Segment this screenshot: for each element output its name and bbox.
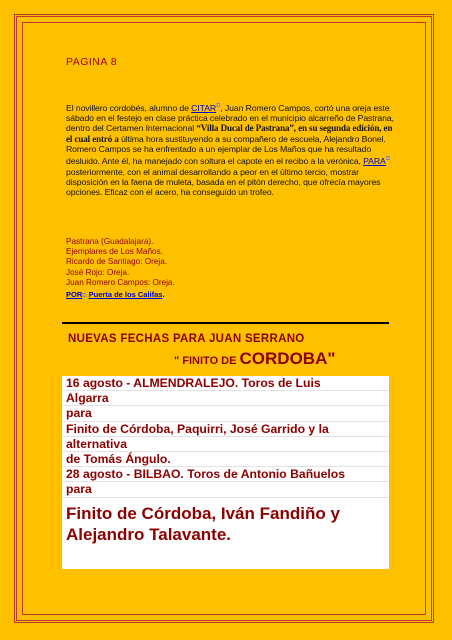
result-line: Ricardo de Santiago: Oreja. [66, 257, 168, 267]
citar-link[interactable]: CITAR [191, 102, 217, 113]
schedule-rows [62, 376, 389, 545]
article-text-2: , Juan Romero Campos, cortó una oreja este sábado en el festejo en clase práctica celebrado en el municipio alcarreño de Pastrana, dentro del Certamen Internacional [66, 102, 394, 134]
source-link[interactable]: Puerta de los Califas [88, 290, 163, 299]
event-name: “Villa Ducal de Pastrana”, en su segunda edición, en el cual entró a [66, 123, 393, 144]
external-link-icon: ⧉ [82, 293, 87, 299]
source-period: . [162, 290, 165, 299]
schedule-row: Finito de Córdoba, Paquirri, José Garrido y la [62, 422, 389, 437]
por-link[interactable]: POR [66, 290, 83, 299]
schedule-box [62, 322, 389, 569]
schedule-row-large: Alejandro Talavante. [66, 524, 232, 544]
schedule-row: 28 agosto - BILBAO. Toros de Antonio Bañuelos [62, 467, 389, 482]
schedule-subtitle [174, 349, 335, 369]
schedule-row: de Tomás Ángulo. [62, 452, 389, 467]
result-line: José Rojo: Oreja. [66, 267, 130, 277]
result-line: Pastrana (Guadalajara). [66, 237, 154, 246]
schedule-title: NUEVAS FECHAS PARA JUAN SERRANO [68, 333, 305, 345]
article-text-3: última hora sustituyendo a su compañero de escuela, Alejandro Bonel. Romero Campos se ha enfrentado a un ejemplar de Los Maños que ha resultado desluido. Ante él, ha manejado con soltura el capote en el recibo a la verónica, [66, 133, 386, 167]
schedule-row: para [62, 406, 389, 421]
schedule-row: Algarra [62, 391, 389, 406]
subtitle-small: " FINITO DE [174, 355, 240, 367]
result-line: Ejemplares de Los Maños. [66, 247, 163, 257]
external-link-icon: ⧉ [385, 156, 390, 163]
external-link-icon: ⧉ [216, 103, 221, 109]
article-text-1: El novillero cordobés, alumno de [66, 102, 192, 113]
result-line: Juan Romero Campos: Oreja. [66, 277, 175, 287]
schedule-header [62, 324, 389, 376]
schedule-row: para [62, 482, 389, 497]
page-number-label: PAGINA 8 [66, 56, 118, 68]
schedule-row-large: Finito de Córdoba, Iván Fandiño y [66, 503, 340, 523]
news-article [66, 101, 396, 197]
article-text-4: posteriormente, con el animal desarrollando a peor en el último tercio, mostrar disposición en la faena de muleta, basada en el pitón derecho, que ofrecía mayores opciones. Eficaz con el acero, ha conseguido un trofeo. [66, 166, 381, 198]
source-credit [66, 290, 165, 300]
result-list [66, 237, 396, 288]
schedule-row: alternativa [62, 437, 389, 452]
schedule-row: 16 agosto - ALMENDRALEJO. Toros de Luis [62, 376, 389, 391]
para-link[interactable]: PARA [363, 156, 386, 167]
subtitle-large: CORDOBA" [239, 349, 336, 368]
